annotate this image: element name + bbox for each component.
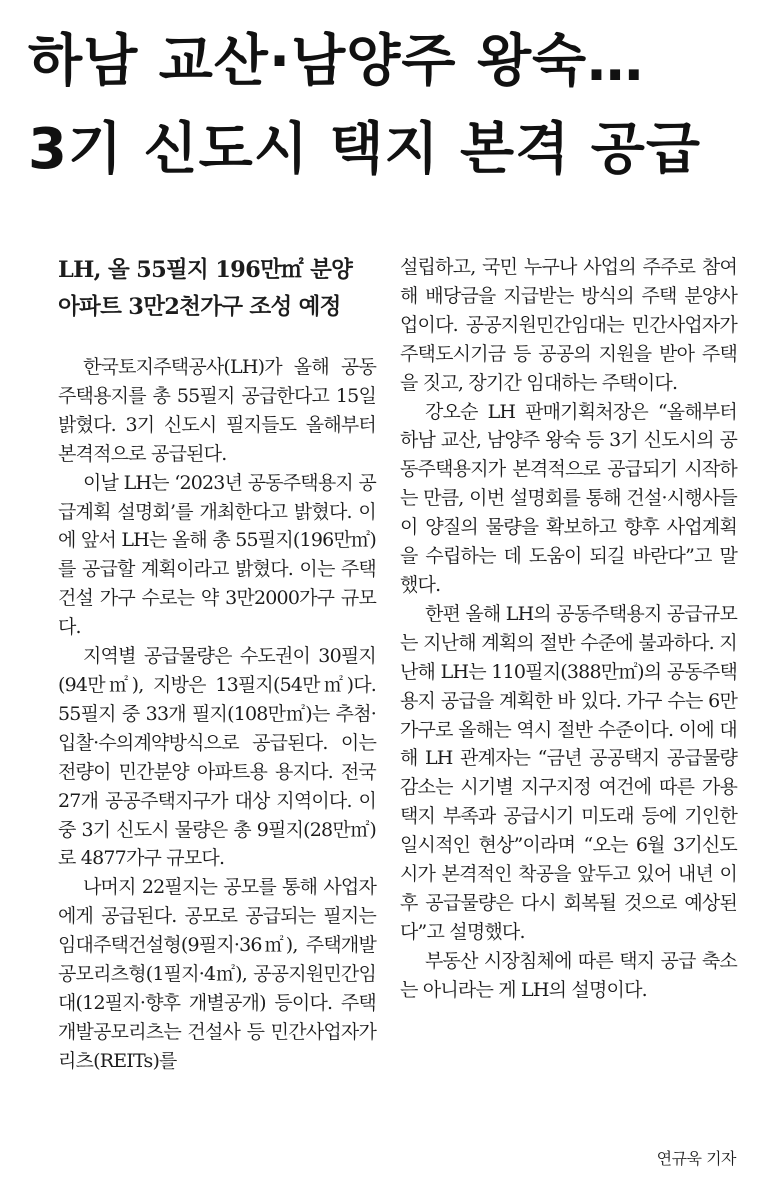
paragraph: 지역별 공급물량은 수도권이 30필지(94만㎡), 지방은 13필지(54만㎡)다. 55필지 중 33개 필지(108만㎡)는 추첨·입찰·수의계약방식으로 공급된다. 이는 전량이 민간분양 아파트용 용지다. 전국 27개 공공주택지구가 대상 지역이다. 이 중 3기 신도시 물량은 총 9필지(28만㎡)로 4877가구 규모다.: [58, 645, 376, 870]
paragraph: 한편 올해 LH의 공동주택용지 공급규모는 지난해 계획의 절반 수준에 불과하다. 지난해 LH는 110필지(388만㎡)의 공동주택용지 공급을 계획한 바 있다. 가구 수는 6만가구로 올해는 역시 절반 수준이다. 이에 대해 LH 관계자는 “금년 공공택지 공급물량 감소는 시기별 지구지정 여건에 따른 가용택지 부족과 공급시기 미도래 등에 기인한 일시적인 현상”이라며 “오는 6월 3기신도시가 본격적인 착공을 앞두고 있어 내년 이후 공급물량은 다시 회복될 것으로 예상된다”고 설명했다.: [400, 602, 737, 943]
article-column-right: [400, 253, 737, 1005]
byline: 연규욱 기자: [656, 1149, 736, 1168]
subheadline-line-1: LH, 올 55필지 196만㎡ 분양: [58, 257, 353, 283]
paragraph: 한국토지주택공사(LH)가 올해 공동주택용지를 총 55필지 공급한다고 15일 밝혔다. 3기 신도시 필지들도 올해부터 본격적으로 공급된다.: [58, 356, 376, 465]
subheadline: [58, 252, 376, 326]
paragraph: 나머지 22필지는 공모를 통해 사업자에게 공급된다. 공모로 공급되는 필지는 임대주택건설형(9필지·36㎡), 주택개발공모리츠형(1필지·4㎡), 공공지원민간임대(12필지·향후 개별공개) 등이다. 주택개발공모리츠는 건설사 등 민간사업자가 리츠(REITs)를: [58, 876, 376, 1072]
article-column-left: [58, 252, 376, 1076]
paragraph: 강오순 LH 판매기획처장은 “올해부터 하남 교산, 남양주 왕숙 등 3기 신도시의 공동주택용지가 본격적으로 공급되기 시작하는 만큼, 이번 설명회를 통해 건설·시행사들이 양질의 물량을 확보하고 향후 사업계획을 수립하는 데 도움이 되길 바란다”고 말했다.: [400, 400, 737, 596]
paragraph: 부동산 시장침체에 따른 택지 공급 축소는 아니라는 게 LH의 설명이다.: [400, 949, 737, 1001]
paragraph-continued: 설립하고, 국민 누구나 사업의 주주로 참여해 배당금을 지급받는 방식의 주택 분양사업이다. 공공지원민간임대는 민간사업자가 주택도시기금 등 공공의 지원을 받아 주택을 짓고, 장기간 임대하는 주택이다.: [400, 256, 737, 394]
headline: [28, 18, 768, 194]
headline-line-2: 3기 신도시 택지 본격 공급: [28, 117, 701, 182]
subheadline-line-2: 아파트 3만2천가구 조성 예정: [58, 294, 341, 320]
headline-line-1: 하남 교산·남양주 왕숙…: [28, 29, 645, 94]
paragraph: 이날 LH는 ‘2023년 공동주택용지 공급계획 설명회’를 개최한다고 밝혔다. 이에 앞서 LH는 올해 총 55필지(196만㎡)를 공급할 계획이라고 밝혔다. 이는 주택건설 가구 수로는 약 3만2000가구 규모다.: [58, 471, 376, 639]
